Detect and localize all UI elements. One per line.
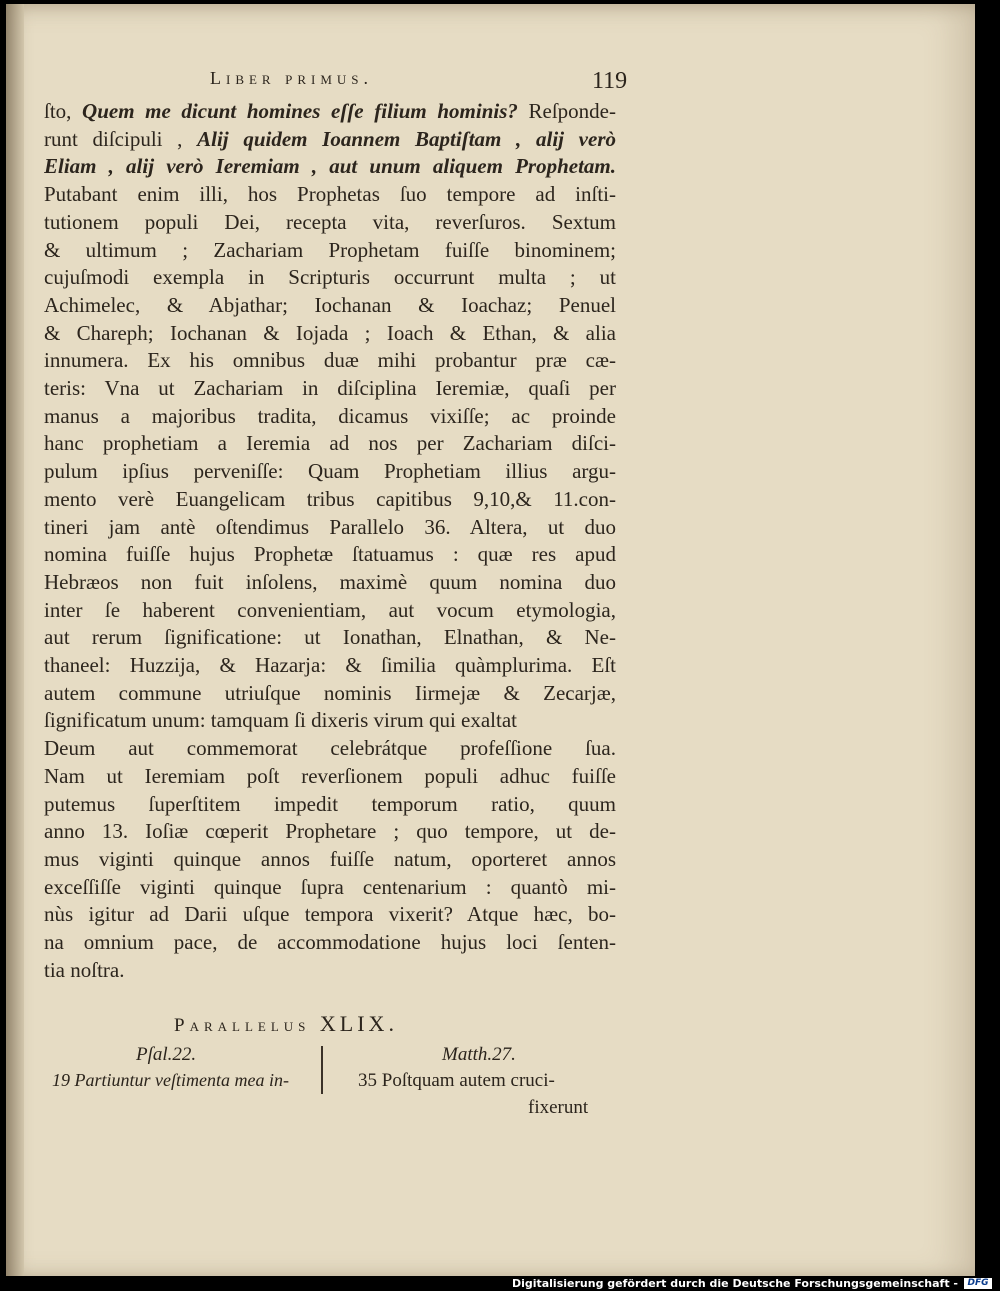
text-line	[44, 624, 616, 652]
text-segment: pulum ipſius perveniſſe: Quam Prophetiam illius argu-	[44, 459, 616, 484]
text-line	[44, 347, 616, 375]
text-segment: runt diſcipuli ,	[44, 126, 198, 151]
text-line	[44, 181, 616, 209]
text-segment: ſto,	[44, 99, 83, 123]
text-line	[44, 735, 616, 763]
text-segment: Reſponde-	[517, 99, 616, 123]
text-segment: Nam ut Ieremiam poſt reverſionem populi adhuc fuiſſe	[44, 763, 616, 788]
text-line	[44, 707, 616, 735]
text-line	[44, 430, 616, 458]
text-line	[44, 680, 616, 708]
text-line	[44, 929, 616, 957]
parallel-title-word: Parallelus	[174, 1015, 311, 1036]
text-line	[44, 874, 616, 902]
text-line	[44, 126, 616, 154]
italic-quote: Quem me dicunt homines eſſe filium hominis?	[82, 99, 518, 123]
left-column-heading: Pſal.22.	[136, 1044, 197, 1065]
text-segment: Putabant enim illi, hos Prophetas ſuo tempore ad inſti-	[44, 182, 616, 207]
text-segment: Hebræos non fuit inſolens, maximè quum nomina duo	[44, 569, 616, 594]
text-segment: teris: Vna ut Zachariam in diſciplina Ieremiæ, quaſi per	[44, 376, 616, 401]
body-text	[44, 98, 616, 985]
text-line	[44, 486, 616, 514]
text-line	[44, 569, 616, 597]
text-segment: hanc prophetiam a Ieremia ad nos per Zachariam diſci-	[44, 431, 616, 456]
left-column-verse: 19 Partiuntur veſtimenta mea in-	[52, 1070, 289, 1090]
text-segment: anno 13. Ioſiæ cœperit Prophetare ; quo tempore, ut de-	[44, 819, 616, 844]
book-page	[6, 4, 975, 1280]
text-segment: Deum aut commemorat celebrátque profeſſione ſua.	[44, 736, 616, 761]
running-head: Liber primus.	[210, 68, 374, 88]
text-segment: aut rerum ſignificatione: ut Ionathan, Elnathan, & Ne-	[44, 625, 616, 650]
text-segment: nomina fuiſſe hujus Prophetæ ſtatuamus : quæ res apud	[44, 542, 616, 567]
italic-quote: Alij quidem Ioannem Baptiſtam , alij verò	[197, 126, 616, 151]
text-line	[44, 846, 616, 874]
text-segment: Achimelec, & Abjathar; Iochanan & Ioachaz; Penuel	[44, 292, 616, 317]
italic-quote: Eliam , alij verò Ieremiam , aut unum aliquem Prophetam.	[44, 154, 616, 179]
text-line	[44, 652, 616, 680]
page-gutter	[6, 4, 24, 1280]
text-line	[44, 901, 616, 929]
text-segment: na omnium pace, de accommodatione hujus loci ſenten-	[44, 930, 616, 955]
right-column-verse-line1: 35 Poſtquam autem cruci-	[358, 1070, 555, 1091]
text-line	[44, 403, 616, 431]
text-segment: autem commune utriuſque nominis Iirmejæ & Zecarjæ,	[44, 680, 616, 705]
text-line	[44, 541, 616, 569]
text-segment: tineri jam antè oſtendimus Parallelo 36. Altera, ut duo	[44, 514, 616, 539]
parallel-title	[174, 1011, 398, 1037]
text-line	[44, 98, 616, 126]
text-line	[44, 375, 616, 403]
text-segment: mus viginti quinque annos fuiſſe natum, oporteret annos	[44, 846, 616, 871]
text-segment: putemus ſuperſtitem impedit temporum ratio, quum	[44, 791, 616, 816]
text-segment: & ultimum ; Zachariam Prophetam fuiſſe binominem;	[44, 237, 616, 262]
text-segment: & Chareph; Iochanan & Iojada ; Ioach & Ethan, & alia	[44, 320, 616, 345]
text-segment: mento verè Euangelicam tribus capitibus 9,10,& 11.con-	[44, 486, 616, 511]
text-segment: innumera. Ex his omnibus duæ mihi probantur præ cæ-	[44, 348, 616, 373]
text-line	[44, 957, 616, 985]
footer-credit: Digitalisierung gefördert durch die Deutsche Forschungsgemeinschaft -	[511, 1277, 958, 1290]
text-line	[44, 292, 616, 320]
text-line	[44, 458, 616, 486]
column-divider	[321, 1046, 325, 1094]
text-line	[44, 153, 616, 181]
text-line	[44, 320, 616, 348]
text-line	[44, 597, 616, 625]
text-segment: tia noſtra.	[44, 957, 125, 982]
text-segment: thaneel: Huzzija, & Hazarja: & ſimilia quàmplurima. Eſt	[44, 653, 616, 678]
text-segment: manus a majoribus tradita, dicamus vixiſſe; ac proinde	[44, 403, 616, 428]
text-line	[44, 514, 616, 542]
text-line	[44, 237, 616, 265]
right-column-heading: Matth.27.	[442, 1044, 516, 1065]
dfg-logo: DFG	[964, 1278, 992, 1289]
text-segment: cujuſmodi exempla in Scripturis occurrunt multa ; ut	[44, 265, 616, 290]
right-column-verse-line2: fixerunt	[528, 1097, 589, 1118]
text-line	[44, 209, 616, 237]
text-segment: tutionem populi Dei, recepta vita, reverſuros. Sextum	[44, 209, 616, 234]
text-line	[44, 763, 616, 791]
text-line	[44, 818, 616, 846]
text-segment: exceſſiſſe viginti quinque ſupra centenarium : quantò mi-	[44, 874, 616, 899]
text-segment: inter ſe haberent convenientiam, aut vocum etymologia,	[44, 597, 616, 622]
page-number: 119	[592, 68, 628, 94]
text-line	[44, 791, 616, 819]
parallel-title-number: XLIX.	[319, 1011, 398, 1036]
text-line	[44, 264, 616, 292]
text-segment: ſignificatum unum: tamquam ſi dixeris virum qui exaltat	[44, 708, 517, 733]
text-segment: nùs igitur ad Darii uſque tempora vixerit? Atque hæc, bo-	[44, 902, 616, 927]
